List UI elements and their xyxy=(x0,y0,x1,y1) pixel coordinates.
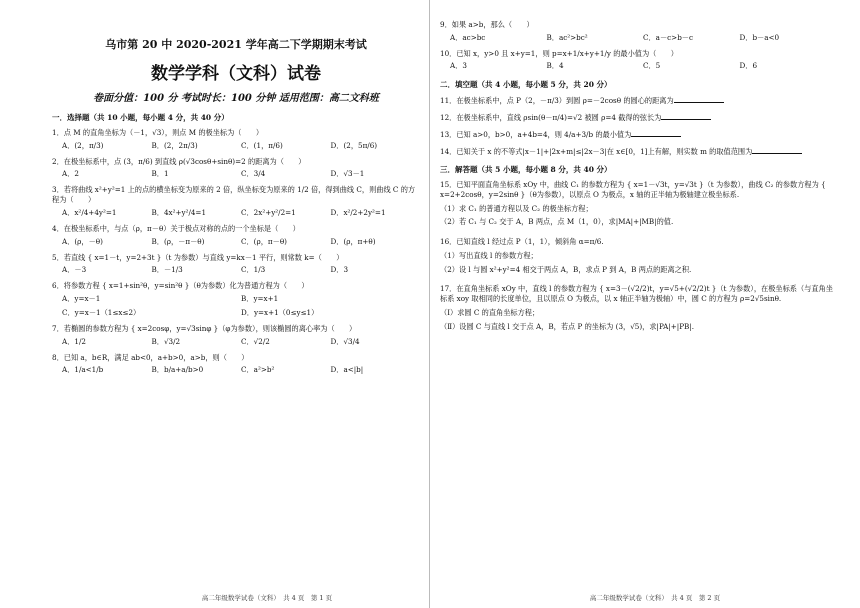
solve-question-line: 16．已知直线 l 经过点 P（1，1），倾斜角 α=π/6. xyxy=(440,237,604,247)
question-text: 10．已知 x，y>0 且 x+y=1，则 p=x+1/x+y+1/y 的最小值为（ ） xyxy=(440,48,678,58)
solve-question-line: 17．在直角坐标系 xOy 中，直线 l 的参数方程为 { x=3－(√2/2)t，y=√5+(√2/2)t }（t 为参数），在极坐标系（与直角坐标系 xoy 取相同的长度单位，且以原点 O 为极点，以 x 轴正半轴为极轴）中，圆 C 的方程为 ρ=2√5sinθ. xyxy=(440,284,833,304)
option: A．ac>bc xyxy=(450,32,486,42)
exam-school-title: 乌市第 20 中 2020-2021 学年高二下学期期末考试 xyxy=(105,38,367,51)
solve-question-line: （2）设 l 与圆 x²+y²=4 相交于两点 A，B，求点 P 到 A，B 两点的距离之积. xyxy=(440,264,692,274)
option: C．2x²+y²/2=1 xyxy=(241,207,296,217)
option-row xyxy=(62,208,420,218)
option: A．1/a<1/b xyxy=(62,365,104,375)
option: B．1 xyxy=(151,169,169,179)
option: A．1/2 xyxy=(62,336,86,346)
fill-question-text: 11．在极坐标系中，点 P（2，－π/3）到圆 ρ=－2cosθ 的圆心的距离为 xyxy=(440,96,674,106)
option: A．3 xyxy=(450,61,467,71)
option-row xyxy=(62,237,420,247)
section-fill-heading: 二．填空题（共 4 小题，每小题 5 分，共 20 分） xyxy=(440,80,612,90)
option: C．(ρ，π－θ) xyxy=(241,236,287,246)
section-choice-heading: 一．选择题（共 10 小题，每小题 4 分，共 40 分） xyxy=(52,113,229,122)
option: C．(1，π/6) xyxy=(241,140,283,150)
option: A．2 xyxy=(62,169,79,179)
exam-info: 卷面分值：100 分 考试时长：100 分钟 适用范围：高二文科班 xyxy=(93,93,379,104)
option: A．(2，π/3) xyxy=(62,140,104,150)
right-question-list xyxy=(440,20,836,71)
question-text: 8．已知 a，b∈R，满足 ab<0，a+b>0，a>b，则（ ） xyxy=(52,352,249,362)
option: B．ac²>bc² xyxy=(546,32,588,42)
option: C．1/3 xyxy=(241,265,266,275)
option: C．5 xyxy=(643,61,661,71)
option: B．－1/3 xyxy=(151,265,183,275)
answer-blank xyxy=(674,95,724,103)
left-question-list xyxy=(52,128,420,375)
answer-blank xyxy=(752,146,802,154)
option: D．3 xyxy=(330,265,349,275)
option: B．(2，2π/3) xyxy=(151,140,198,150)
option: B．√3/2 xyxy=(151,336,181,346)
option: A．－3 xyxy=(62,265,87,275)
solve-question-list xyxy=(440,180,836,331)
option: B．4x²+y²/4=1 xyxy=(151,207,207,217)
option: C．a²>b² xyxy=(241,365,275,375)
fill-question-list xyxy=(440,95,836,156)
right-page xyxy=(430,0,860,608)
question-text: 2．在极坐标系中，点 (3，π/6) 到直线 ρ(√3cosθ+sinθ)=2 的距离为（ ） xyxy=(52,156,306,166)
solve-question-line: （Ⅰ）求圆 C 的直角坐标方程； xyxy=(440,307,540,317)
solve-question-line: （2）若 C₁ 与 C₂ 交于 A，B 两点，点 M（1，0），求|MA|+|MB|的值. xyxy=(440,217,674,227)
question-text: 7．若椭圆的参数方程为 { x=2cosφ，y=√3sinφ }（φ为参数），则该椭圆的离心率为（ ） xyxy=(52,324,357,334)
option: D．y=x+1（0≤y≤1） xyxy=(241,308,319,318)
option: D．b－a<0 xyxy=(739,32,780,42)
solve-question-line: （Ⅱ）设圆 C 与直线 l 交于点 A，B，若点 P 的坐标为 (3，√5)，求|PA|+|PB|. xyxy=(440,321,695,331)
fill-question-text: 13．已知 a>0，b>0，a+4b=4，则 4/a+3/b 的最小值为 xyxy=(440,129,632,139)
question-text: 6．将参数方程 { x=1+sin²θ，y=sin²θ }（θ为参数）化为普通方程为（ ） xyxy=(52,281,309,291)
option-row xyxy=(450,33,836,43)
option: D．x²/2+2y²=1 xyxy=(330,207,386,217)
option-row xyxy=(62,169,420,179)
option: B．(ρ，－π－θ) xyxy=(151,236,205,246)
option-row xyxy=(450,61,836,71)
fill-question-text: 14．已知关于 x 的不等式|x－1|+|2x+m|≤|2x－3|在 x∈[0，1]上有解，则实数 m 的取值范围为 xyxy=(440,146,753,156)
fill-question xyxy=(440,95,836,106)
option-row xyxy=(62,294,420,318)
solve-question-line: （1）求 C₁ 的普通方程以及 C₂ 的极坐标方程； xyxy=(440,203,593,213)
option: A．y=x－1 xyxy=(62,294,101,304)
section-solve-heading: 三．解答题（共 5 小题，每小题 8 分，共 40 分） xyxy=(440,165,612,175)
option-row xyxy=(62,365,420,375)
footer-left: 高二年级数学试卷（文科） 共 4 页 第 1 页 xyxy=(201,594,333,602)
option: A．(ρ，－θ) xyxy=(62,236,103,246)
question-text: 5．若直线 { x=1－t，y=2+3t }（t 为参数）与直线 y=kx－1 平行，则常数 k=（ ） xyxy=(52,252,344,262)
option: C．3/4 xyxy=(241,169,266,179)
option: C．a－c>b－c xyxy=(643,32,694,42)
option: B．4 xyxy=(546,61,564,71)
question-text: 1．点 M 的直角坐标为（－1，√3），则点 M 的极坐标为（ ） xyxy=(52,128,264,137)
footer-right: 高二年级数学试卷（文科） 共 4 页 第 2 页 xyxy=(589,594,721,602)
option: B．b/a+a/b>0 xyxy=(151,365,204,375)
question-text: 4．在极坐标系中，与点（ρ，π－θ）关于极点对称的点的一个坐标是（ ） xyxy=(52,223,300,233)
fill-question xyxy=(440,129,836,140)
question-text: 3．若将曲线 x²+y²=1 上的点的横坐标变为原来的 2 倍，纵坐标变为原来的 1/2 倍，得到曲线 C，则曲线 C 的方程为（ ） xyxy=(52,185,416,205)
option: B．y=x+1 xyxy=(241,294,279,304)
solve-question-line: 15．已知平面直角坐标系 xOy 中，曲线 C₁ 的参数方程为 { x=1－√3t，y=√3t }（t 为参数），曲线 C₂ 的参数方程为 { x=2+2cosθ，y=2sinθ }（θ为参数），以原点 O 为极点，x 轴的正半轴为极轴建立极坐标系. xyxy=(440,180,826,200)
fill-question xyxy=(440,146,836,157)
answer-blank xyxy=(631,129,681,137)
option: D．√3－1 xyxy=(330,169,365,179)
option: D．√3/4 xyxy=(330,336,360,346)
option: D．(ρ，π+θ) xyxy=(330,236,376,246)
question-text: 9．如果 a>b，那么（ ） xyxy=(440,20,534,29)
option-row xyxy=(62,337,420,347)
fill-question xyxy=(440,112,836,123)
option-row xyxy=(62,141,420,151)
option: C．y=x－1（1≤x≤2） xyxy=(62,308,141,318)
solve-question-line: （1）写出直线 l 的参数方程； xyxy=(440,250,538,260)
answer-blank xyxy=(661,112,711,120)
option: C．√2/2 xyxy=(241,336,270,346)
exam-subject-title: 数学学科（文科）试卷 xyxy=(151,64,321,84)
option: D．(2，5π/6) xyxy=(330,140,378,150)
option: A．x²/4+4y²=1 xyxy=(62,207,117,217)
option: D．6 xyxy=(739,61,758,71)
option-row xyxy=(62,265,420,275)
option: D．a<|b| xyxy=(330,365,364,375)
fill-question-text: 12．在极坐标系中，直线 ρsin(θ－π/4)=√2 被圆 ρ=4 截得的弦长为 xyxy=(440,113,662,123)
